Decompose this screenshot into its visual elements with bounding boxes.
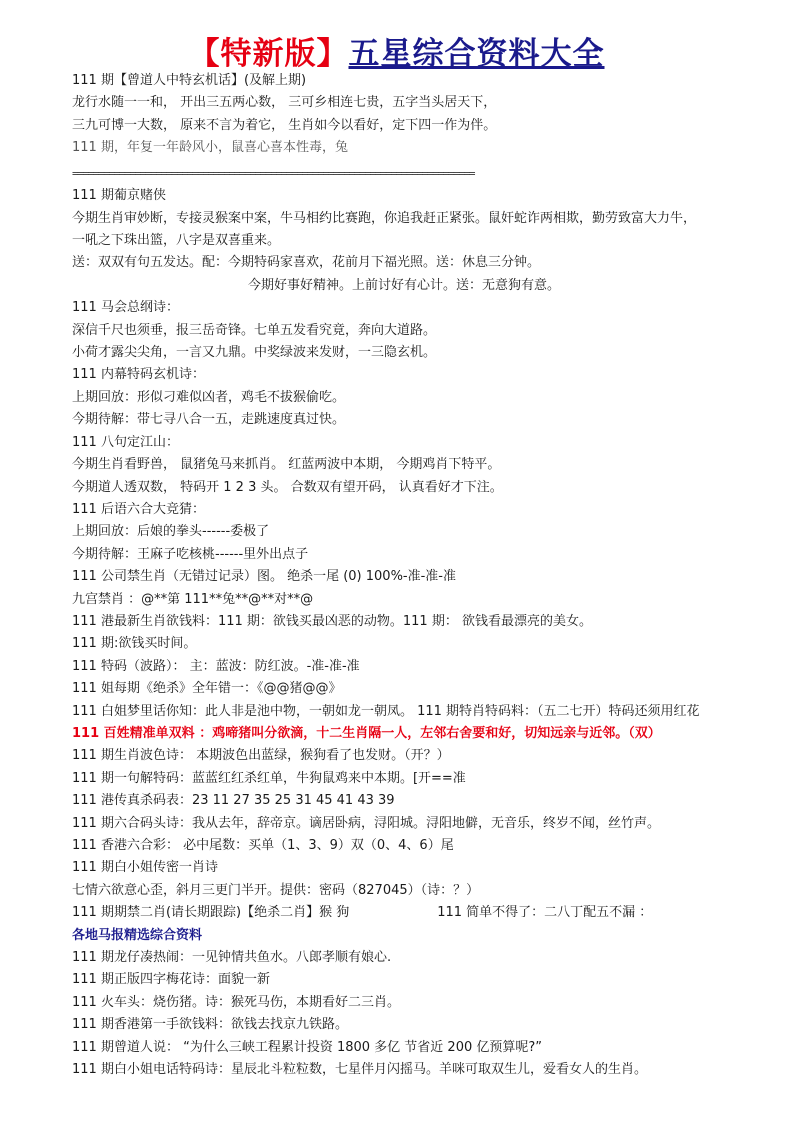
text-line: 七情六欲意心歪，斜月三更门半开。提供：密码（827045）（诗：？） [72, 882, 480, 898]
text-line: 111 期【曾道人中特玄机话】(及解上期) [72, 73, 307, 88]
text-line: 111 期一句解特码：蓝蓝红红杀红单，牛狗鼠鸡来中本期。[开==准 [72, 770, 466, 786]
truncated-line: 111 期，年复一年龄风小，鼠喜心喜本性毒，兔 [72, 140, 348, 156]
page-title [0, 28, 793, 73]
text-line: 今期道人透双数， 特码开 1 2 3 头。 合数双有望开码， 认真看好才下注。 [72, 479, 503, 495]
text-line: 深信千尺也须垂，报三岳奇锋。七单五发看究竟，奔向大道路。 [72, 322, 437, 338]
text-line-right: 111 简单不得了：二八丁配五不漏 ： [437, 905, 653, 921]
text-line: 111 港传真杀码表：23 11 27 35 25 31 45 41 43 39 [72, 793, 395, 809]
text-line: 111 期六合码头诗：我从去年，辞帝京。谪居卧病，浔阳城。浔阳地僻，无音乐，终岁不闻，丝竹声。 [72, 815, 660, 831]
text-line: 111 火车头：烧伤猪。诗：猴死马伤，本期看好二三肖。 [72, 994, 400, 1010]
text-line: 111 特码（波路）： 主：蓝波：防红波。-准-准-准 [72, 658, 360, 674]
text-line: 111 期龙仔凑热闹：一见钟情共鱼水。八郎孝顺有娘心. [72, 950, 392, 966]
highlight-line-red: 111 百姓精准单双料 ：鸡啼猪叫分欲滴，十二生肖隔一人，左邻右舍要和好，切知远亲与近邻。（双） [72, 725, 661, 741]
text-line: 三九可博一大数， 原来不言为着它， 生肖如今以看好，定下四一作为伴。 [72, 117, 497, 133]
text-line: 111 白姐梦里话你知：此人非是池中物，一朝如龙一朝凤。 111 期特肖特码料：（五二七开）特码还须用红花 [72, 703, 700, 719]
text-line: 111 马会总纲诗： [72, 300, 179, 316]
text-line: 今期待解：带七寻八合一五，走跳速度真过快。 [72, 412, 346, 428]
section-heading: 各地马报精选综合资料 [72, 927, 203, 943]
text-line-left: 111 期期禁二肖(请长期跟踪)【绝杀二肖】猴 狗 [72, 905, 350, 921]
text-line: 111 期白小姐传密一肖诗 [72, 860, 218, 876]
divider: ============================================================================= [72, 167, 475, 181]
text-line-pair [72, 902, 772, 924]
text-line: 111 期曾道人说： “为什么三峡工程累计投资 1800 多亿 节省近 200 亿预算呢?” [72, 1039, 543, 1055]
text-line: 111 香港六合彩： 必中尾数：买单（1、3、9）双（0、4、6）尾 [72, 838, 454, 853]
text-line: 上期回放：后娘的拳头------委极了 [72, 524, 270, 540]
text-line: 小荷才露尖尖角，一言又九鼎。中奖绿波来发财，一三隐玄机。 [72, 345, 437, 361]
document-body [72, 70, 772, 1081]
title-main: 五星综合资料大全 [348, 36, 605, 72]
text-line: 111 公司禁生肖（无错过记录）图。 绝杀一尾 (0) 100%-准-准-准 [72, 569, 456, 585]
text-line: 111 八句定江山： [72, 434, 179, 450]
text-line: 111 期:欲钱买时间。 [72, 636, 197, 652]
text-line: 111 港最新生肖欲钱料：111 期：欲钱买最凶恶的动物。111 期： 欲钱看最漂亮的美女。 [72, 613, 592, 629]
text-line: 111 期白小姐电话特码诗：星辰北斗粒粒数，七星伴月闪摇马。羊咪可取双生儿，爱看女人的生肖。 [72, 1062, 647, 1078]
text-line: 111 期正版四字梅花诗：面貌一新 [72, 972, 270, 988]
text-line: 今期待解：王麻子吃核桃------里外出点子 [72, 546, 309, 562]
title-tag: 【特新版】 [188, 36, 349, 72]
text-line: 上期回放：形似刁难似凶者，鸡毛不拔猴偷吃。 [72, 389, 346, 405]
text-line: 九宫禁肖 ：@**第 111**兔**@**对**@ [72, 591, 314, 607]
text-line: 111 期葡京赌侠 [72, 188, 166, 204]
text-line: 111 后语六合大竞猜： [72, 501, 205, 517]
text-line: 111 期生肖波色诗： 本期波色出蓝绿，猴狗看了也发财。（开？） [72, 748, 450, 764]
text-line: 今期好事好精神。上前讨好有心计。送：无意狗有意。 [248, 277, 561, 293]
text-line: 龙行水随一一和， 开出三五两心数， 三可乡相连七贵，五字当头居天下， [72, 95, 497, 111]
text-line: 送：双双有句五发达。配：今期特码家喜欢，花前月下福光照。送：休息三分钟。 [72, 255, 541, 271]
text-line: 111 内幕特码玄机诗： [72, 367, 205, 383]
text-line: 今期生肖看野兽， 鼠猪兔马来抓肖。 红蓝两波中本期， 今期鸡肖下特平。 [72, 457, 501, 473]
text-line: 111 姐每期《绝杀》全年错一：《@@猪@@》 [72, 681, 342, 697]
text-line: 今期生肖审妙断，专接灵猴案中案，牛马相约比赛跑，你追我赶正紧张。鼠奸蛇诈两相欺，勤劳致富大力牛， [72, 210, 697, 226]
text-line: 一吼之下珠出篮，八字是双喜重来。 [72, 233, 281, 249]
text-line: 111 期香港第一手欲钱料：欲钱去找京九铁路。 [72, 1017, 348, 1033]
